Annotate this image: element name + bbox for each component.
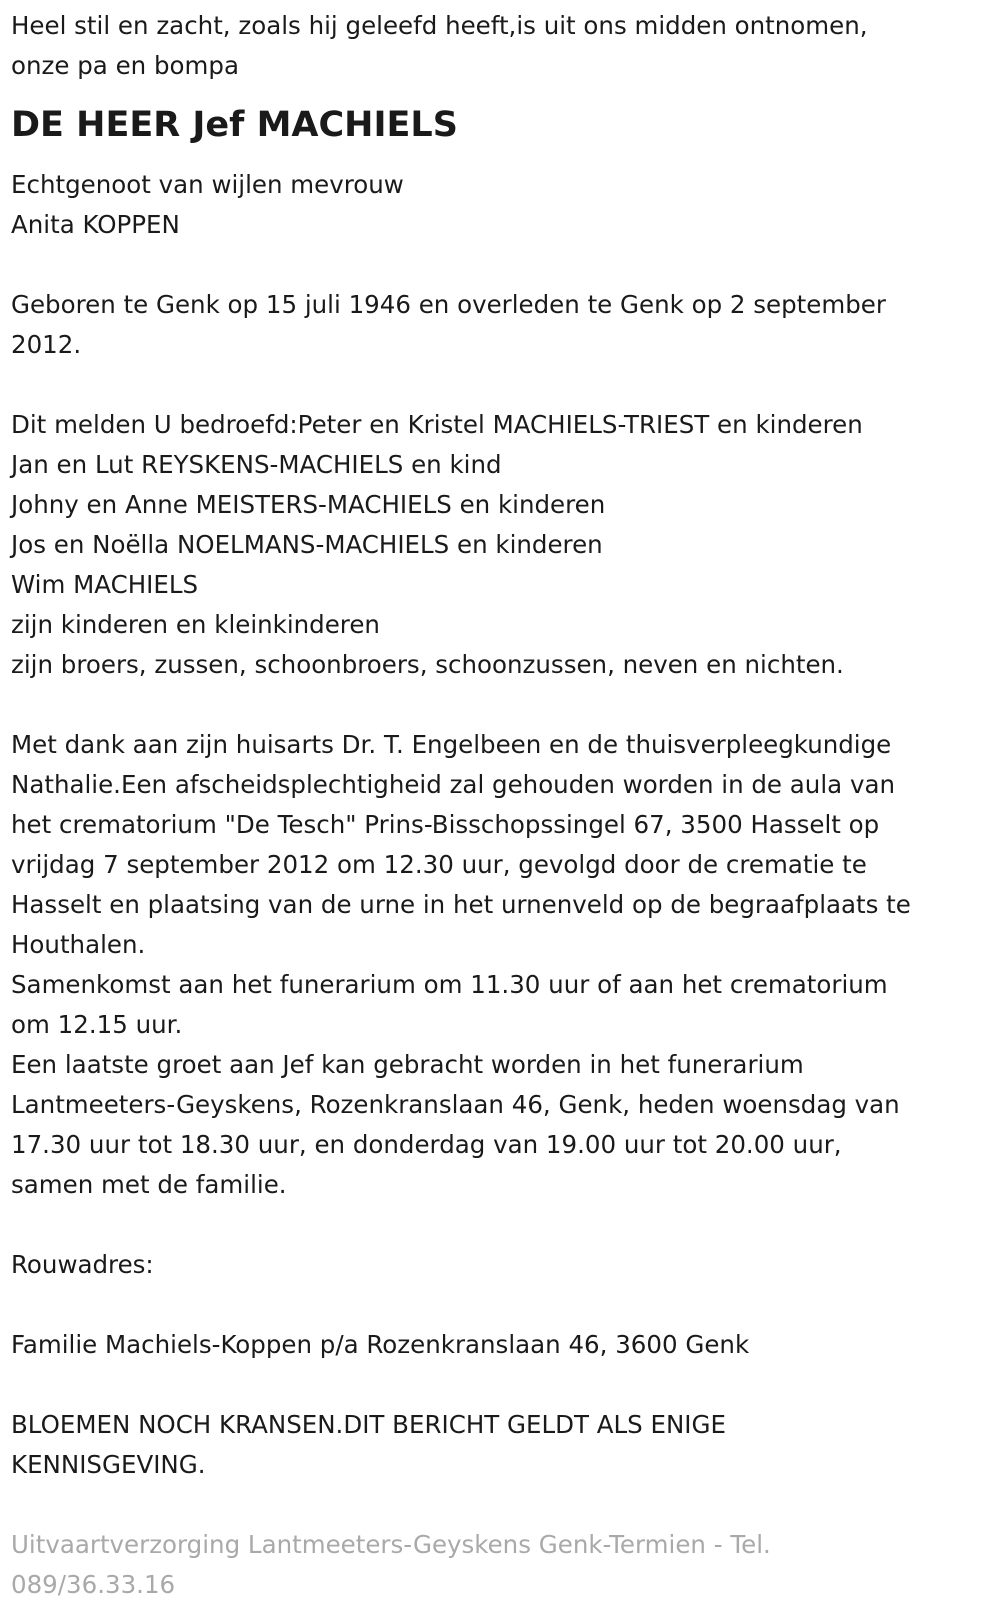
- spouse-text: [11, 165, 990, 245]
- family-line: Jos en Noëlla NOELMANS-MACHIELS en kinderen: [11, 530, 603, 559]
- spacer: [11, 245, 990, 285]
- details-line: Met dank aan zijn huisarts Dr. T. Engelbeen en de thuisverpleegkundige: [11, 730, 892, 759]
- family-line: Jan en Lut REYSKENS-MACHIELS en kind: [11, 450, 502, 479]
- spouse-line: Echtgenoot van wijlen mevrouw: [11, 170, 404, 199]
- details-line: om 12.15 uur.: [11, 1010, 183, 1039]
- deceased-name-title: DE HEER Jef MACHIELS: [11, 105, 458, 145]
- ceremony-details: [11, 725, 990, 1205]
- spacer: [11, 365, 990, 405]
- intro-line: onze pa en bompa: [11, 51, 239, 80]
- spouse-line: Anita KOPPEN: [11, 210, 180, 239]
- spacer: [11, 1205, 990, 1245]
- family-line: zijn kinderen en kleinkinderen: [11, 610, 380, 639]
- footer-line: 089/36.33.16: [11, 1570, 176, 1599]
- details-line: Lantmeeters-Geyskens, Rozenkranslaan 46, Genk, heden woensdag van: [11, 1090, 900, 1119]
- details-line: 17.30 uur tot 18.30 uur, en donderdag van 19.00 uur tot 20.00 uur,: [11, 1130, 842, 1159]
- funeral-home-footer: [11, 1525, 990, 1605]
- notice-line: BLOEMEN NOCH KRANSEN.DIT BERICHT GELDT ALS ENIGE: [11, 1410, 726, 1439]
- spacer: [11, 1285, 990, 1325]
- address-label: Rouwadres:: [11, 1250, 154, 1279]
- family-line: Johny en Anne MEISTERS-MACHIELS en kinderen: [11, 490, 606, 519]
- family-line: Wim MACHIELS: [11, 570, 199, 599]
- birth-line: 2012.: [11, 330, 82, 359]
- birth-line: Geboren te Genk op 15 juli 1946 en overleden te Genk op 2 september: [11, 290, 886, 319]
- details-line: samen met de familie.: [11, 1170, 287, 1199]
- family-line: Dit melden U bedroefd:Peter en Kristel MACHIELS-TRIEST en kinderen: [11, 410, 863, 439]
- spacer: [11, 685, 990, 725]
- footer-line: Uitvaartverzorging Lantmeeters-Geyskens Genk-Termien - Tel.: [11, 1530, 771, 1559]
- details-line: Samenkomst aan het funerarium om 11.30 uur of aan het crematorium: [11, 970, 888, 999]
- birth-death-text: [11, 285, 990, 365]
- details-line: Nathalie.Een afscheidsplechtigheid zal gehouden worden in de aula van: [11, 770, 895, 799]
- mourning-address: Familie Machiels-Koppen p/a Rozenkranslaan 46, 3600 Genk: [11, 1330, 750, 1359]
- intro-text: [11, 6, 990, 86]
- details-line: Hasselt en plaatsing van de urne in het urnenveld op de begraafplaats te: [11, 890, 911, 919]
- family-line: zijn broers, zussen, schoonbroers, schoonzussen, neven en nichten.: [11, 650, 844, 679]
- details-line: Een laatste groet aan Jef kan gebracht worden in het funerarium: [11, 1050, 804, 1079]
- details-line: Houthalen.: [11, 930, 146, 959]
- intro-line: Heel stil en zacht, zoals hij geleefd heeft,is uit ons midden ontnomen,: [11, 11, 868, 40]
- notice-line: KENNISGEVING.: [11, 1450, 206, 1479]
- spacer: [11, 1485, 990, 1525]
- details-line: het crematorium "De Tesch" Prins-Bisschopssingel 67, 3500 Hasselt op: [11, 810, 880, 839]
- family-list: [11, 405, 990, 685]
- spacer: [11, 1365, 990, 1405]
- details-line: vrijdag 7 september 2012 om 12.30 uur, gevolgd door de crematie te: [11, 850, 867, 879]
- notice-text: [11, 1405, 990, 1485]
